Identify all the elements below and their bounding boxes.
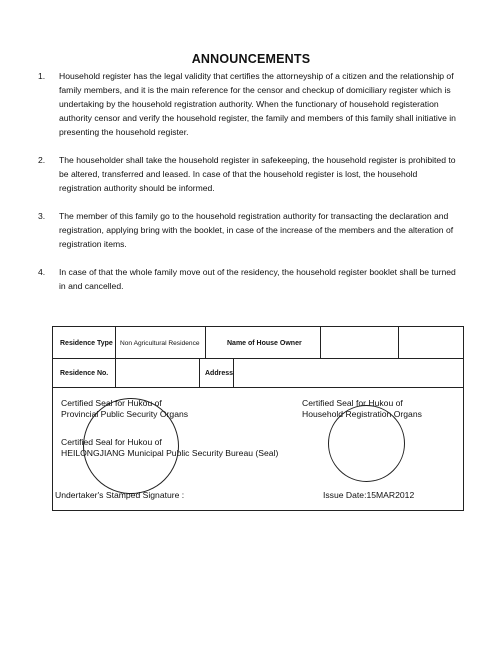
undertaker-signature-label: Undertaker's Stamped Signature : bbox=[55, 490, 185, 500]
municipal-seal-line1: Certified Seal for Hukou of bbox=[61, 437, 162, 447]
residence-type-value: Non Agricultural Residence bbox=[120, 339, 200, 347]
issue-date: Issue Date:15MAR2012 bbox=[323, 490, 415, 500]
address-label: Address bbox=[205, 370, 234, 377]
household-stamp-circle bbox=[328, 405, 405, 482]
provincial-seal-line2: Provincial Public Security Organs bbox=[61, 409, 189, 419]
announcement-text: Household register has the legal validity that certifies the attorneyship of a citizen and the relationship of family members, and it is the main reference for the censor and checkup of domiciliary register which is undertaking by the household registration authority. When the functionary of household registeration authority censor and verify the household register, the family and members of this family shall initiative in presenting the household register. bbox=[59, 71, 456, 137]
announcement-text: In case of that the whole family move out of the residency, the household register booklet shall be turned in and cancelled. bbox=[59, 267, 456, 291]
household-seal-line1: Certified Seal for Hukou of bbox=[302, 398, 403, 408]
announcement-number: 1. bbox=[38, 71, 46, 81]
page-title: ANNOUNCEMENTS bbox=[191, 52, 311, 66]
announcement-item bbox=[38, 265, 462, 293]
address-value bbox=[233, 359, 463, 388]
hukou-form bbox=[52, 326, 464, 511]
announcement-item bbox=[38, 153, 462, 195]
announcement-item bbox=[38, 209, 462, 251]
announcement-number: 2. bbox=[38, 155, 46, 165]
provincial-stamp-circle bbox=[83, 398, 179, 494]
house-owner-label: Name of House Owner bbox=[227, 339, 302, 347]
residence-no-label: Residence No. bbox=[60, 370, 109, 377]
announcement-number: 4. bbox=[38, 267, 46, 277]
household-seal-line2: Household Registration Organs bbox=[302, 409, 422, 419]
provincial-seal-line1: Certified Seal for Hukou of bbox=[61, 398, 162, 408]
announcement-number: 3. bbox=[38, 211, 46, 221]
announcement-text: The householder shall take the household register in safekeeping, the household register is prohibited to be altered, transferred and leased. In case of that the household register is lost, the household registration authority should be informed. bbox=[59, 155, 456, 193]
residence-type-label: Residence Type bbox=[60, 339, 113, 347]
announcement-list bbox=[38, 69, 462, 307]
empty-cell bbox=[398, 327, 463, 359]
house-owner-value bbox=[320, 327, 398, 359]
announcement-text: The member of this family go to the household registration authority for transacting the declaration and registration, applying bring with the booklet, in case of the increase of the members and the alteration of registration items. bbox=[59, 211, 454, 249]
municipal-seal-line2: HEILONGJIANG Municipal Public Security Bureau (Seal) bbox=[61, 448, 279, 458]
announcement-item bbox=[38, 69, 462, 139]
residence-no-value bbox=[115, 359, 199, 388]
